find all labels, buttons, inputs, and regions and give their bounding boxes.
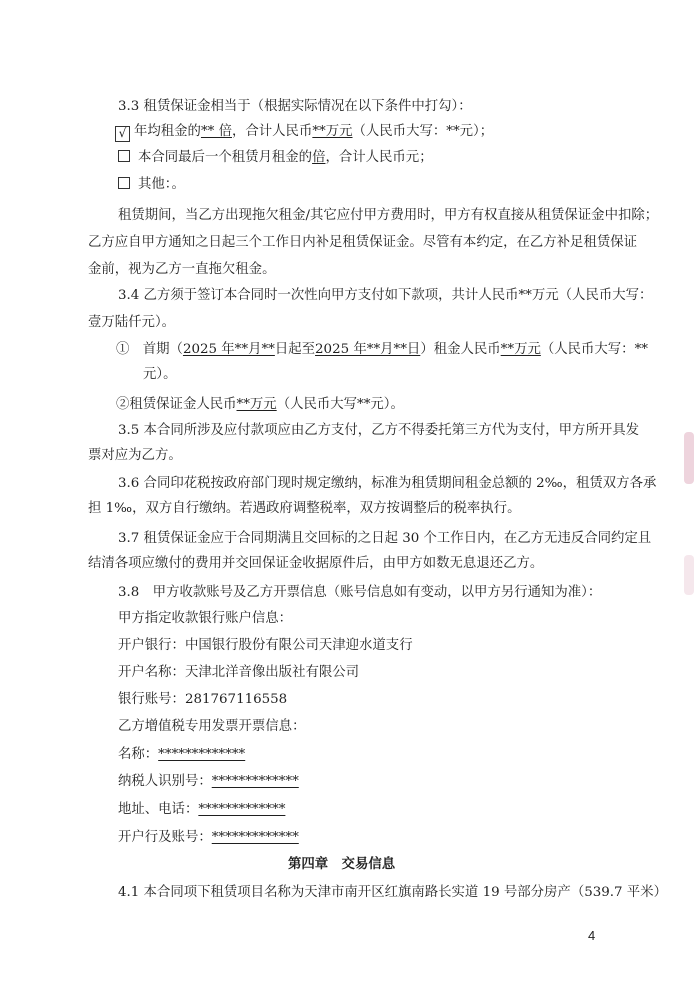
clause-3-7: 3.7 租赁保证金应于合同期满且交回标的之日起 30 个工作日内，在乙方无违反合同约定且 bbox=[118, 531, 652, 546]
clause-3-3: 3.3 租赁保证金相当于（根据实际情况在以下条件中打勾）： bbox=[118, 99, 472, 114]
paragraph-line: 元）。 bbox=[143, 367, 177, 382]
paragraph-line: 担 1‰，双方自行缴纳。若遇政府调整税率，双方按调整后的税率执行。 bbox=[88, 501, 521, 516]
seal-mark bbox=[684, 432, 694, 484]
item-first-rent: ① 首期（2025 年**月**日起至2025 年**月**日）租金人民币**万元（人民币大写：** bbox=[116, 342, 648, 357]
empty-checkbox-icon bbox=[118, 150, 130, 162]
taxpayer-id: 纳税人识别号：************* bbox=[118, 774, 299, 789]
empty-checkbox-icon bbox=[118, 177, 130, 189]
clause-3-4: 3.4 乙方须于签订本合同时一次性向甲方支付如下款项，共计人民币**万元（人民币大写： bbox=[118, 288, 653, 303]
paragraph-line: 租赁期间，当乙方出现拖欠租金/其它应付甲方费用时，甲方有权直接从租赁保证金中扣除； bbox=[118, 208, 659, 223]
option-annual-rent-multiple: √ 年均租金的** 倍，合计人民币**万元（人民币大写：**元）； bbox=[115, 123, 493, 142]
bank-info-heading: 甲方指定收款银行账户信息： bbox=[118, 611, 293, 626]
bank-and-account: 开户行及账号：************* bbox=[118, 830, 299, 845]
paragraph-line: 乙方应自甲方通知之日起三个工作日内补足租赁保证金。尽管有本约定，在乙方补足租赁保证 bbox=[88, 235, 638, 250]
option-other: 其他：。 bbox=[118, 176, 185, 194]
paragraph-line: 壹万陆仟元）。 bbox=[88, 315, 176, 330]
paragraph-line: 票对应为乙方。 bbox=[88, 448, 182, 463]
clause-3-8: 3.8 甲方收款账号及乙方开票信息（账号信息如有变动，以甲方另行通知为准）： bbox=[118, 585, 602, 600]
clause-4-1: 4.1 本合同项下租赁项目名称为天津市南开区红旗南路长实道 19 号部分房产（539.7 平米） bbox=[118, 885, 667, 900]
page-number: 4 bbox=[588, 928, 596, 943]
paragraph-line: 金前，视为乙方一直拖欠租金。 bbox=[88, 262, 276, 277]
checked-checkbox-icon: √ bbox=[115, 126, 130, 142]
seal-mark bbox=[684, 555, 694, 595]
invoice-name: 名称：************* bbox=[118, 747, 246, 762]
option-last-month-rent: 本合同最后一个租赁月租金的倍，合计人民币元； bbox=[118, 149, 433, 167]
bank-name: 开户银行：中国银行股份有限公司天津迎水道支行 bbox=[118, 638, 413, 653]
account-number: 银行账号：281767116558 bbox=[118, 692, 288, 707]
address-phone: 地址、电话：************* bbox=[118, 802, 286, 817]
clause-3-5: 3.5 本合同所涉及应付款项应由乙方支付，乙方不得委托第三方代为支付，甲方所开具发 bbox=[118, 423, 640, 438]
clause-3-6: 3.6 合同印花税按政府部门现时规定缴纳，标准为租赁期间租金总额的 2‰，租赁双方各承 bbox=[118, 476, 657, 491]
paragraph-line: 结清各项应缴付的费用并交回保证金收据原件后，由甲方如数无息退还乙方。 bbox=[88, 556, 544, 571]
account-name: 开户名称：天津北洋音像出版社有限公司 bbox=[118, 665, 360, 680]
item-deposit: ②租赁保证金人民币**万元（人民币大写**元）。 bbox=[116, 397, 404, 412]
chapter-four-heading: 第四章 交易信息 bbox=[288, 856, 396, 872]
invoice-info-heading: 乙方增值税专用发票开票信息： bbox=[118, 719, 306, 734]
